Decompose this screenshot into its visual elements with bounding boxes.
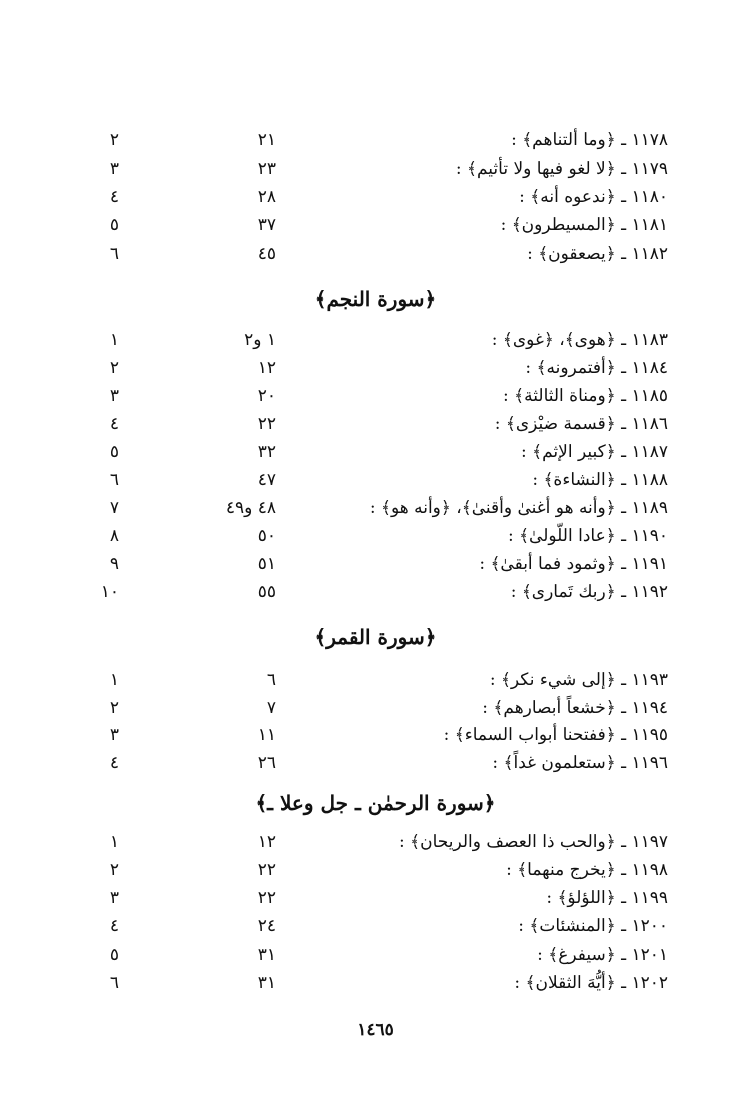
ordinal-number: ٥ bbox=[109, 945, 119, 965]
index-row bbox=[0, 211, 751, 239]
index-row bbox=[0, 354, 751, 382]
verse-number: ٢٠ bbox=[257, 386, 276, 406]
ordinal-number: ٣ bbox=[109, 888, 119, 908]
ordinal-number: ١ bbox=[109, 670, 119, 690]
verse-number: ٤٨ و٤٩ bbox=[225, 498, 276, 518]
ordinal-number: ٤ bbox=[109, 414, 119, 434]
verse-number: ٣٢ bbox=[257, 442, 276, 462]
verse-number: ٦ bbox=[266, 670, 276, 690]
verse-number: ٢٢ bbox=[257, 888, 276, 908]
index-row bbox=[0, 912, 751, 940]
verse-number: ٢٣ bbox=[257, 159, 276, 179]
ordinal-number: ٢ bbox=[109, 698, 119, 718]
verse-number: ٥٠ bbox=[257, 526, 276, 546]
verse-number: ١ و٢ bbox=[244, 330, 276, 350]
index-row bbox=[0, 721, 751, 749]
index-row bbox=[0, 666, 751, 694]
index-row bbox=[0, 155, 751, 183]
entry-text: ١١٩٨ ـ ﴿يخرج منهما﴾ : bbox=[506, 860, 668, 880]
entry-text: ١١٨٣ ـ ﴿هوى﴾، ﴿غوى﴾ : bbox=[491, 330, 668, 350]
verse-number: ٣١ bbox=[257, 973, 276, 993]
ordinal-number: ٦ bbox=[109, 973, 119, 993]
ordinal-number: ١ bbox=[109, 832, 119, 852]
ordinal-number: ١ bbox=[109, 330, 119, 350]
section-heading: ﴿سورة القمر﴾ bbox=[314, 625, 437, 649]
entry-text: ١١٧٨ ـ ﴿وما ألتناهم﴾ : bbox=[511, 130, 668, 150]
section-heading: ﴿سورة الرحمٰن ـ جل وعلا ـ﴾ bbox=[255, 791, 496, 815]
ordinal-number: ٤ bbox=[109, 916, 119, 936]
index-row bbox=[0, 749, 751, 777]
ordinal-number: ٢ bbox=[109, 860, 119, 880]
entry-text: ١١٩٥ ـ ﴿ففتحنا أبواب السماء﴾ : bbox=[443, 725, 668, 745]
entry-text: ١١٩٠ ـ ﴿عادا اللّولىٰ﴾ : bbox=[507, 526, 668, 546]
verse-number: ٢١ bbox=[257, 130, 276, 150]
verse-number: ٢٨ bbox=[257, 187, 276, 207]
index-row bbox=[0, 494, 751, 522]
ordinal-number: ٦ bbox=[109, 470, 119, 490]
index-row bbox=[0, 969, 751, 997]
verse-number: ١١ bbox=[257, 725, 276, 745]
verse-number: ٢٢ bbox=[257, 414, 276, 434]
entry-text: ١٢٠٠ ـ ﴿المنشئات﴾ : bbox=[518, 916, 668, 936]
verse-number: ١٢ bbox=[257, 358, 276, 378]
entry-text: ١١٩٣ ـ ﴿إلى شيء نكر﴾ : bbox=[489, 670, 668, 690]
entry-text: ١١٩٦ ـ ﴿ستعلمون غداً﴾ : bbox=[492, 753, 668, 773]
ordinal-number: ٣ bbox=[109, 725, 119, 745]
index-row bbox=[0, 438, 751, 466]
index-row bbox=[0, 941, 751, 969]
entry-text: ١١٨٦ ـ ﴿قسمة ضيْزى﴾ : bbox=[494, 414, 668, 434]
verse-number: ٢٦ bbox=[257, 753, 276, 773]
ordinal-number: ٢ bbox=[109, 130, 119, 150]
index-row bbox=[0, 550, 751, 578]
verse-number: ٣١ bbox=[257, 945, 276, 965]
ordinal-number: ١٠ bbox=[100, 582, 119, 602]
entry-text: ١٢٠٢ ـ ﴿أيُّهَ الثقلان﴾ : bbox=[514, 973, 668, 993]
entry-text: ١١٨٧ ـ ﴿كبير الإثم﴾ : bbox=[521, 442, 668, 462]
index-row bbox=[0, 326, 751, 354]
ordinal-number: ٢ bbox=[109, 358, 119, 378]
index-row bbox=[0, 126, 751, 154]
section-heading: ﴿سورة النجم﴾ bbox=[314, 287, 437, 311]
entry-text: ١١٨٥ ـ ﴿ومناة الثالثة﴾ : bbox=[503, 386, 668, 406]
entry-text: ١١٩٩ ـ ﴿اللؤلؤ﴾ : bbox=[546, 888, 668, 908]
verse-number: ٢٤ bbox=[257, 916, 276, 936]
ordinal-number: ٣ bbox=[109, 159, 119, 179]
index-row bbox=[0, 382, 751, 410]
verse-number: ٧ bbox=[266, 698, 276, 718]
ordinal-number: ٥ bbox=[109, 442, 119, 462]
verse-number: ٤٥ bbox=[257, 244, 276, 264]
verse-number: ٤٧ bbox=[257, 470, 276, 490]
entry-text: ١١٩٤ ـ ﴿خشعاً أبصارهم﴾ : bbox=[482, 698, 668, 718]
entry-text: ١١٧٩ ـ ﴿لا لغو فيها ولا تأثيم﴾ : bbox=[455, 159, 668, 179]
index-row bbox=[0, 694, 751, 722]
entry-text: ١١٨٢ ـ ﴿يصعقون﴾ : bbox=[527, 244, 668, 264]
index-row bbox=[0, 828, 751, 856]
verse-number: ٥١ bbox=[257, 554, 276, 574]
verse-number: ٣٧ bbox=[257, 215, 276, 235]
index-row bbox=[0, 522, 751, 550]
ordinal-number: ٧ bbox=[109, 498, 119, 518]
entry-text: ١١٨٠ ـ ﴿ندعوه أنه﴾ : bbox=[519, 187, 668, 207]
verse-number: ٥٥ bbox=[257, 582, 276, 602]
ordinal-number: ٩ bbox=[109, 554, 119, 574]
entry-text: ١١٨٩ ـ ﴿وأنه هو أغنىٰ وأقنىٰ﴾، ﴿وأنه هو﴾ : bbox=[369, 498, 668, 518]
ordinal-number: ٨ bbox=[109, 526, 119, 546]
index-row bbox=[0, 578, 751, 606]
entry-text: ١١٩٢ ـ ﴿ربك تَمارى﴾ : bbox=[510, 582, 668, 602]
ordinal-number: ٦ bbox=[109, 244, 119, 264]
page-number: ١٤٦٥ bbox=[357, 1020, 394, 1040]
verse-number: ١٢ bbox=[257, 832, 276, 852]
entry-text: ١١٨١ ـ ﴿المسيطرون﴾ : bbox=[500, 215, 668, 235]
verse-number: ٢٢ bbox=[257, 860, 276, 880]
entry-text: ١١٩١ ـ ﴿وثمود فما أبقىٰ﴾ : bbox=[479, 554, 668, 574]
ordinal-number: ٤ bbox=[109, 187, 119, 207]
index-row bbox=[0, 410, 751, 438]
entry-text: ١١٨٤ ـ ﴿أفتمرونه﴾ : bbox=[525, 358, 668, 378]
ordinal-number: ٥ bbox=[109, 215, 119, 235]
entry-text: ١٢٠١ ـ ﴿سيفرغ﴾ : bbox=[537, 945, 668, 965]
entry-text: ١١٨٨ ـ ﴿النشاءة﴾ : bbox=[532, 470, 668, 490]
index-row bbox=[0, 466, 751, 494]
index-row bbox=[0, 884, 751, 912]
entry-text: ١١٩٧ ـ ﴿والحب ذا العصف والريحان﴾ : bbox=[399, 832, 668, 852]
index-row bbox=[0, 183, 751, 211]
index-row bbox=[0, 240, 751, 268]
ordinal-number: ٤ bbox=[109, 753, 119, 773]
index-row bbox=[0, 856, 751, 884]
ordinal-number: ٣ bbox=[109, 386, 119, 406]
